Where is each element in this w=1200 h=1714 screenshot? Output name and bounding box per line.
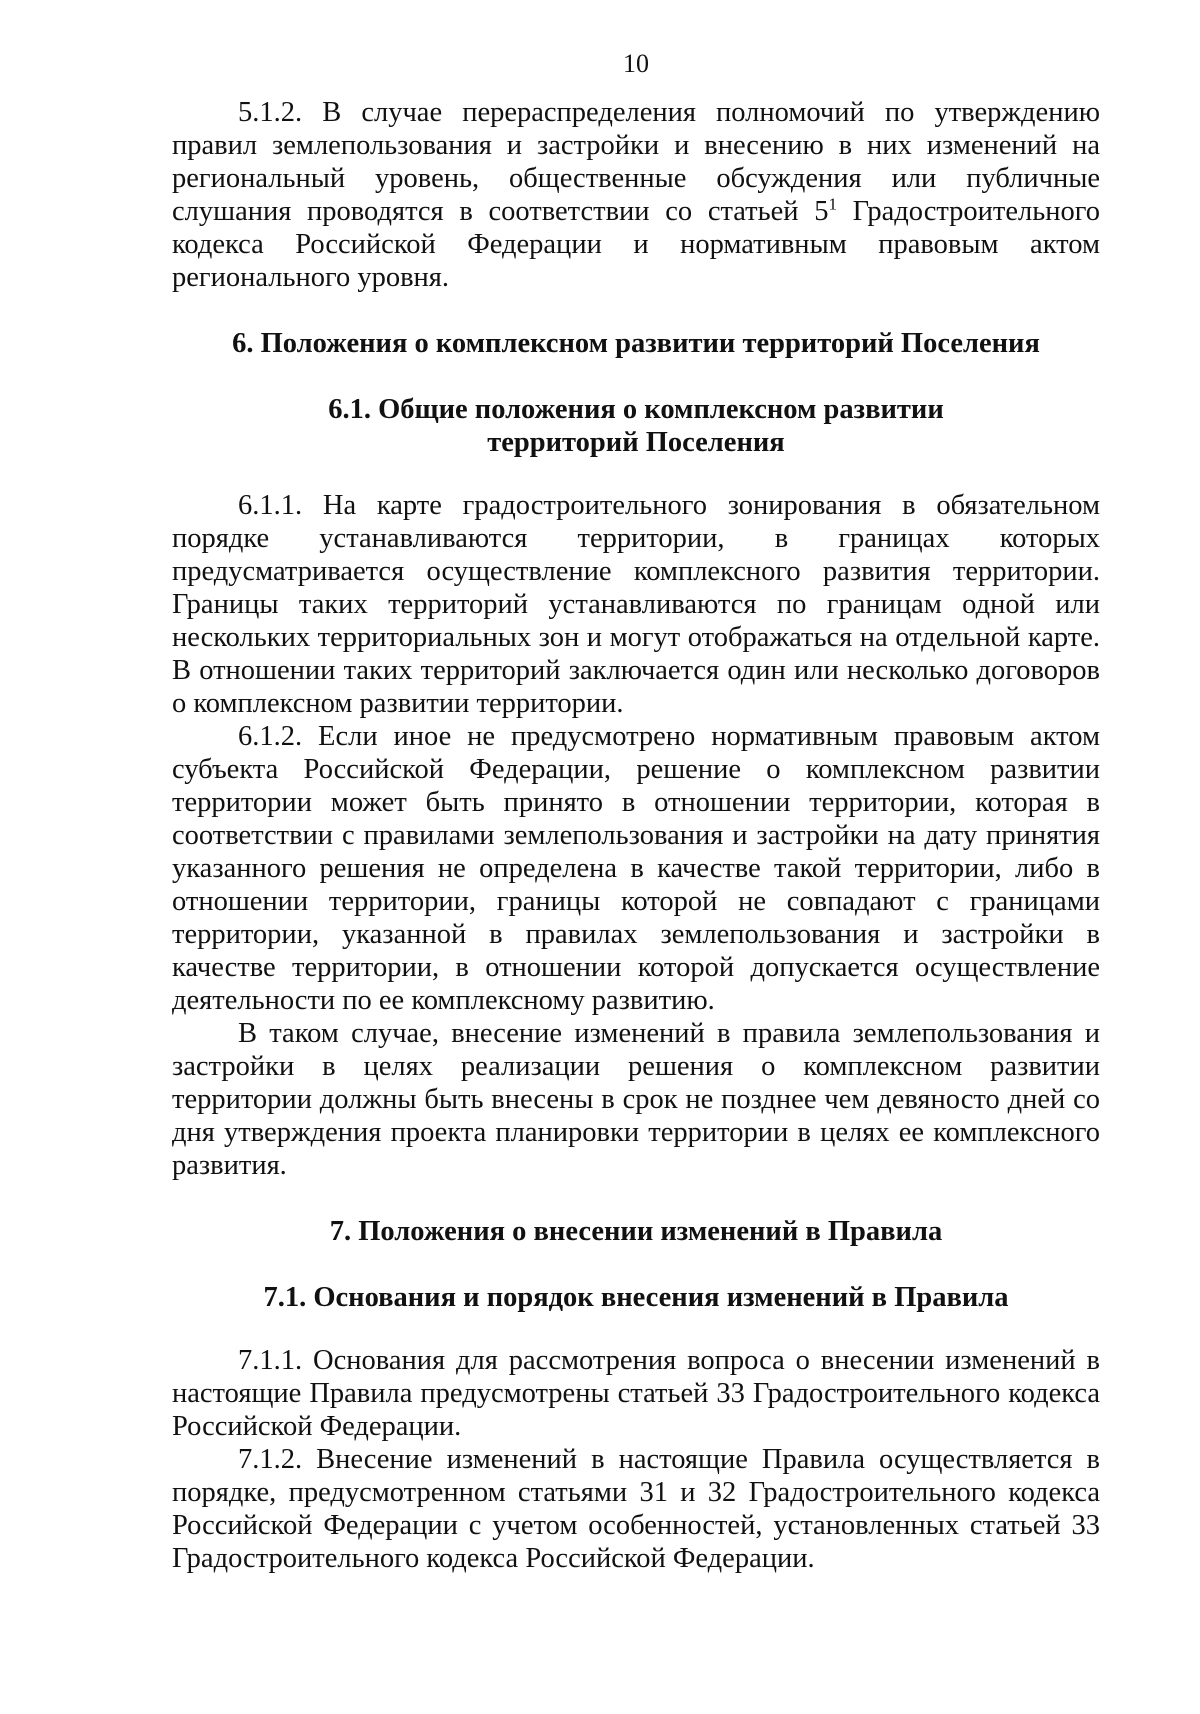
document-page	[172, 48, 1100, 1575]
section-6-1-heading-line-2: территорий Поселения	[487, 427, 785, 458]
paragraph-7-1-2: 7.1.2. Внесение изменений в настоящие Правила осуществляется в порядке, предусмотренном статьями 31 и 32 Градостроительного кодекса Российской Федерации с учетом особенностей, установленных статьей 33 Градостроительного кодекса Российской Федерации.	[172, 1444, 1100, 1574]
paragraph-5-1-2-text-end: Градостроительного кодекса Российской Федерации и нормативным правовым актом регионального уровня.	[172, 196, 1100, 293]
section-7-heading: 7. Положения о внесении изменений в Правила	[329, 1216, 943, 1247]
section-7-1-heading: 7.1. Основания и порядок внесения изменений в Правила	[263, 1282, 1009, 1313]
paragraph-6-1-2-continuation: В таком случае, внесение изменений в правила землепользования и застройки в целях реализации решения о комплексном развитии территории должны быть внесены в срок не позднее чем девяносто дней со дня утверждения проекта планировки территории в целях ее комплексного развития.	[172, 1018, 1100, 1181]
paragraph-6-1-1: 6.1.1. На карте градостроительного зонирования в обязательном порядке устанавливаются территории, в границах которых предусматривается осуществление комплексного развития территории. Границы таких территорий устанавливаются по границам одной или нескольких территориальных зон и могут отображаться на отдельной карте. В отношении таких территорий заключается один или несколько договоров о комплексном развитии территории.	[172, 490, 1100, 719]
section-6-heading: 6. Положения о комплексном развитии территорий Поселения	[232, 328, 1040, 359]
paragraph-5-1-2-text: 5.1.2. В случае перераспределения полномочий по утверждению правил землепользования и застройки и внесению в них изменений на региональный уровень, общественные обсуждения или публичные слушания проводятся в соответствии со статьей 5	[172, 97, 1100, 227]
paragraph-7-1-1: 7.1.1. Основания для рассмотрения вопроса о внесении изменений в настоящие Правила предусмотрены статьей 33 Градостроительного кодекса Российской Федерации.	[172, 1345, 1100, 1442]
paragraph-5-1-2	[172, 96, 1100, 294]
paragraph-6-1-2: 6.1.2. Если иное не предусмотрено нормативным правовым актом субъекта Российской Федерации, решение о комплексном развитии территории может быть принято в отношении территории, которая в соответствии с правилами землепользования и застройки на дату принятия указанного решения не определена в качестве такой территории, либо в отношении территории, границы которой не совпадают с границами территории, указанной в правилах землепользования и застройки в качестве территории, в отношении которой допускается осуществление деятельности по ее комплексному развитию.	[172, 721, 1100, 1016]
superscript-1: 1	[828, 194, 837, 214]
page-number: 10	[623, 49, 649, 78]
section-6-1-heading-line-1: 6.1. Общие положения о комплексном развитии	[328, 394, 944, 425]
